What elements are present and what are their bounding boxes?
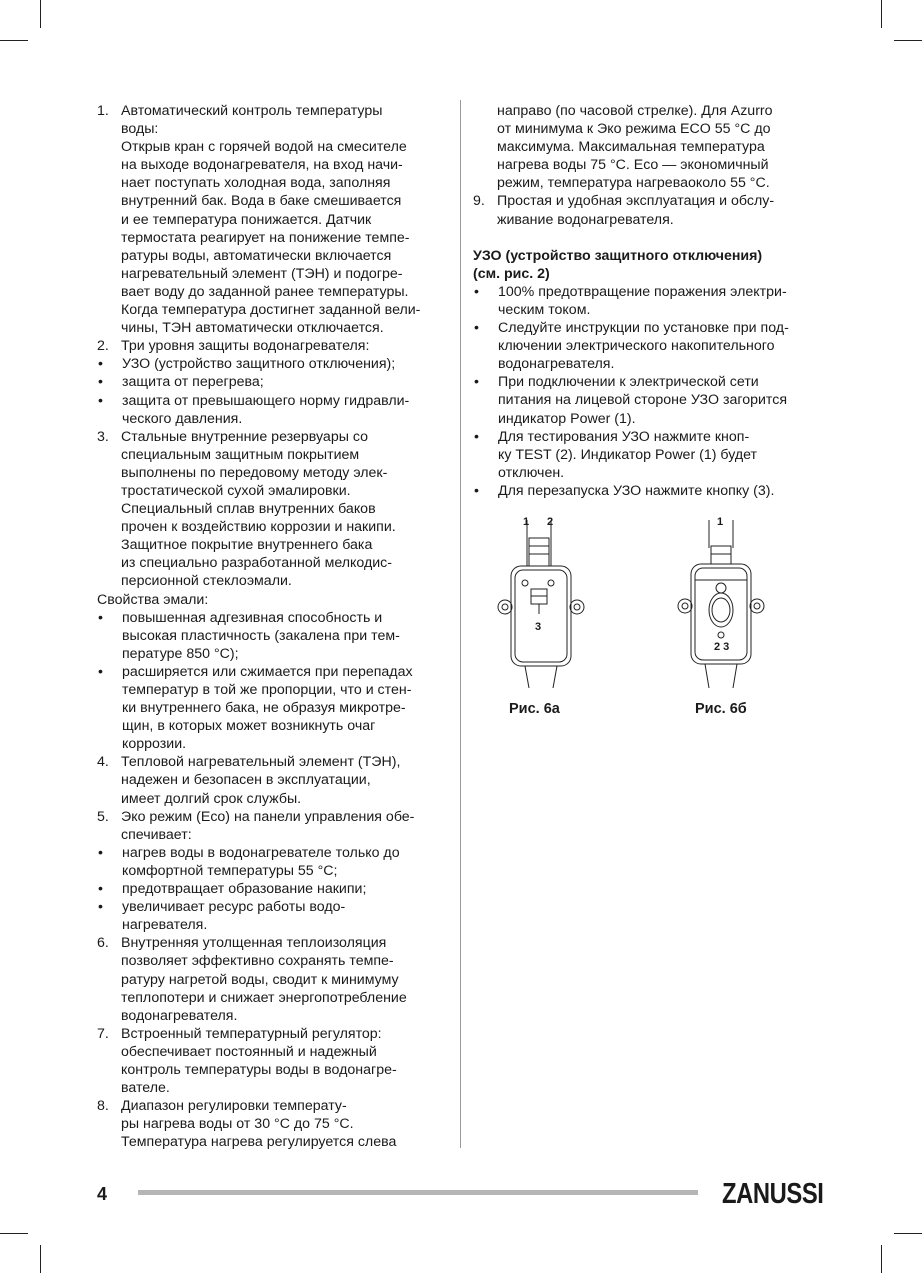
bullet-dot-icon: •: [474, 283, 479, 300]
item-body-line: термостата реагирует на понижение темпе-: [121, 229, 410, 246]
enamel-properties-title: Свойства эмали:: [97, 591, 209, 608]
crop-mark: [894, 40, 922, 41]
bullet-text-line: При подключении к электрической сети: [498, 374, 759, 391]
item-text-line: Диапазон регулировки температу-: [121, 1098, 347, 1115]
bullet-text-line: ческим током.: [498, 301, 591, 318]
item-text-line: теплопотери и снижает энергопотребление: [121, 989, 407, 1006]
left-column: [97, 102, 452, 1151]
crop-mark: [0, 1233, 28, 1234]
bullet-item: [97, 880, 452, 898]
item-number: 6.: [97, 935, 109, 952]
item-number: 5.: [97, 808, 109, 825]
numbered-item-8: [97, 1097, 452, 1151]
bullet-text-line: 100% предотвращение поражения электри-: [498, 283, 787, 300]
bullet-item: [473, 482, 825, 500]
item-text-line: режим, температура нагреваоколо 55 °С.: [497, 175, 770, 192]
item-text-line: Внутренняя утолщенная теплоизоляция: [121, 935, 387, 952]
bullet-dot-icon: •: [474, 374, 479, 391]
item-body-line: на выходе водонагревателя, на вход начи-: [121, 157, 403, 174]
item-text-line: вателе.: [121, 1080, 170, 1097]
item-number: 4.: [97, 754, 109, 771]
fig-a-caption: Рис. 6а: [509, 700, 560, 717]
column-divider: [460, 100, 461, 1148]
item-text-line: Автоматический контроль температуры: [121, 103, 383, 119]
item-text-line: контроль температуры воды в водонагре-: [121, 1061, 397, 1078]
bullet-dot-icon: •: [98, 881, 103, 898]
item-body-line: ратуры воды, автоматически включается: [121, 247, 392, 264]
bullet-text-line: увеличивает ресурс работы водо-: [122, 899, 346, 916]
bullet-text-line: ки внутреннего бака, не образуя микротре-: [122, 700, 406, 717]
bullet-dot-icon: •: [98, 663, 103, 680]
bullet-text-line: нагревателя.: [122, 917, 208, 934]
item-text-line: Эко режим (Eco) на панели управления обе-: [121, 808, 415, 825]
item-text-line: Простая и удобная эксплуатация и обслу-: [497, 193, 775, 210]
item-text-line: Стальные внутренние резервуары со: [121, 428, 368, 445]
item-text-line: Три уровня защиты водонагревателя:: [121, 338, 370, 355]
numbered-item-5: [97, 808, 452, 844]
item-text-line: персионной стеклоэмали.: [121, 573, 292, 590]
bullet-dot-icon: •: [474, 320, 479, 337]
item-text-line: Встроенный температурный регулятор:: [121, 1025, 382, 1042]
item-text-line: выполнены по передовому методу элек-: [121, 464, 388, 481]
item-body-line: вает воду до заданной ранее температуры.: [121, 283, 409, 300]
bullet-text-line: водонагревателя.: [498, 356, 615, 373]
bullet-item: [97, 609, 452, 663]
item-body-line: нагревательный элемент (ТЭН) и подогре-: [121, 265, 403, 282]
bullet-text-line: температур в той же пропорции, что и стен-: [122, 682, 412, 698]
bullet-dot-icon: •: [98, 609, 103, 626]
fig-b-label: 1: [717, 515, 724, 528]
heading-line: УЗО (устройство защитного отключения): [473, 247, 763, 264]
item-number: 8.: [97, 1098, 109, 1115]
item-text-line: прочен к воздействию коррозии и накипи.: [121, 519, 396, 536]
item-body-line: Открыв кран с горячей водой на смесителе: [121, 139, 407, 156]
bullet-item: [97, 663, 452, 753]
bullet-dot-icon: •: [474, 482, 479, 499]
bullet-dot-icon: •: [474, 428, 479, 445]
rcd-figure-a-drawing: [473, 506, 825, 696]
item-text-line: водонагревателя.: [121, 1007, 238, 1024]
bullet-item: [97, 844, 452, 880]
bullet-item: [473, 428, 825, 482]
numbered-item-6: [97, 934, 452, 1024]
fig-a-label: 3: [535, 620, 542, 633]
item-text-line: спечивает:: [121, 826, 192, 843]
bullet-text-line: комфортной температуры 55 °С;: [122, 862, 338, 879]
fig-b-caption: Рис. 6б: [695, 700, 747, 717]
item-text-line: нагрева воды 75 °С. Eco — экономичный: [497, 157, 769, 174]
bullet-text-line: защита от перегрева;: [122, 374, 264, 391]
item-text-line: специальным защитным покрытием: [121, 446, 360, 463]
bullet-item: [97, 355, 452, 373]
crop-mark: [894, 1233, 922, 1234]
bullet-text-line: ку TEST (2). Индикатор Power (1) будет: [498, 446, 758, 463]
bullet-dot-icon: •: [98, 374, 103, 391]
item-text-line: из специально разработанной мелкодис-: [121, 555, 393, 572]
rcd-plug-a-icon: [498, 520, 584, 688]
item-number: 2.: [97, 338, 109, 355]
item-text-line: тростатической сухой эмалировки.: [121, 482, 351, 499]
right-column: [473, 102, 825, 717]
bullet-text-line: Следуйте инструкции по установке при под-: [498, 320, 789, 337]
bullet-dot-icon: •: [98, 844, 103, 861]
page-number: 4: [97, 1184, 108, 1204]
bullet-text-line: индикатор Power (1).: [498, 410, 636, 427]
item-text-line: живание водонагревателя.: [497, 211, 674, 228]
item-text-line: Защитное покрытие внутреннего бака: [121, 537, 373, 554]
rcd-section-heading: [473, 247, 825, 283]
bullet-dot-icon: •: [98, 899, 103, 916]
item-text-line: от минимума к Эко режима ECO 55 °C до: [497, 121, 771, 138]
crop-mark: [40, 1245, 41, 1273]
fig-a-label: 2: [547, 515, 554, 528]
bullet-text-line: ческого давления.: [122, 410, 243, 427]
bullet-text-line: питания на лицевой стороне УЗО загорится: [498, 392, 788, 409]
numbered-item-1: [97, 102, 452, 337]
rcd-figures: [473, 506, 825, 717]
item-text-line: Специальный сплав внутренних баков: [121, 501, 376, 518]
item-text-line: Тепловой нагревательный элемент (ТЭН),: [121, 754, 401, 771]
item-8-continuation: [497, 102, 825, 192]
bullet-text-line: Для перезапуска УЗО нажмите кнопку (3).: [498, 482, 775, 499]
bullet-text-line: коррозии.: [122, 736, 187, 753]
item-body-line: внутренний бак. Вода в баке смешивается: [121, 193, 402, 210]
bullet-text-line: Для тестирования УЗО нажмите кноп-: [498, 428, 750, 445]
bullet-text-line: нагрев воды в водонагревателе только до: [122, 844, 400, 861]
item-text-line: обеспечивает постоянный и надежный: [121, 1043, 377, 1060]
item-text-line: позволяет эффективно сохранять темпе-: [121, 953, 394, 970]
bullet-item: [97, 373, 452, 391]
item-body-line: и ее температура понижается. Датчик: [121, 211, 372, 228]
item-text-line: Температура нагрева регулируется слева: [121, 1134, 397, 1151]
bullet-text-line: щин, в которых может возникнуть очаг: [122, 718, 376, 735]
bullet-text-line: пературе 850 °С);: [122, 645, 239, 662]
numbered-item-3: [97, 428, 452, 591]
item-body-line: Когда температура достигнет заданной вели-: [121, 302, 421, 319]
item-number: 9.: [473, 193, 485, 210]
bullet-text-line: отключен.: [498, 464, 565, 481]
bullet-text-line: высокая пластичность (закалена при тем-: [122, 627, 400, 644]
numbered-item-4: [97, 753, 452, 807]
rcd-plug-b-icon: [678, 520, 764, 688]
crop-mark: [40, 0, 41, 28]
bullet-dot-icon: •: [98, 356, 103, 373]
item-body-line: нает поступать холодная вода, заполняя: [121, 175, 391, 192]
bullet-text-line: ключении электрического накопительного: [498, 338, 775, 355]
item-text-line: надежен и безопасен в эксплуатации,: [121, 772, 371, 789]
item-number: 1.: [97, 103, 109, 119]
item-number: 3.: [97, 428, 109, 445]
bullet-text-line: УЗО (устройство защитного отключения);: [122, 356, 396, 373]
bullet-item: [97, 392, 452, 428]
crop-mark: [881, 0, 882, 28]
bullet-text-line: предотвращает образование накипи;: [122, 881, 367, 898]
bullet-text-line: расширяется или сжимается при перепадах: [122, 663, 413, 680]
numbered-item-9: [473, 192, 825, 228]
bullet-item: [473, 373, 825, 427]
bullet-text-line: повышенная адгезивная способность и: [122, 609, 383, 626]
bullet-item: [473, 319, 825, 373]
fig-b-label: 2 3: [714, 640, 730, 653]
item-text-line: направо (по часовой стрелке). Для Azurro: [497, 103, 773, 119]
item-text-line: ры нагрева воды от 30 °С до 75 °С.: [121, 1116, 354, 1133]
footer-rule: [138, 1190, 698, 1195]
numbered-item-7: [97, 1025, 452, 1097]
bullet-text-line: защита от превышающего норму гидравли-: [122, 392, 410, 409]
item-text-line: максимума. Максимальная температура: [497, 139, 765, 156]
crop-mark: [881, 1245, 882, 1273]
bullet-item: [97, 898, 452, 934]
item-text-line: имеет долгий срок службы.: [121, 790, 302, 807]
brand-logo: ZANUSSI: [722, 1178, 824, 1210]
numbered-item-2: [97, 337, 452, 355]
crop-mark: [0, 40, 28, 41]
heading-line: (см. рис. 2): [473, 265, 550, 282]
bullet-item: [473, 283, 825, 319]
item-text-line: ратуру нагретой воды, сводит к минимуму: [121, 971, 399, 988]
item-text-line: воды:: [121, 121, 159, 138]
item-body-line: чины, ТЭН автоматически отключается.: [121, 320, 384, 337]
bullet-dot-icon: •: [98, 392, 103, 409]
fig-a-label: 1: [523, 515, 530, 528]
item-number: 7.: [97, 1025, 109, 1042]
